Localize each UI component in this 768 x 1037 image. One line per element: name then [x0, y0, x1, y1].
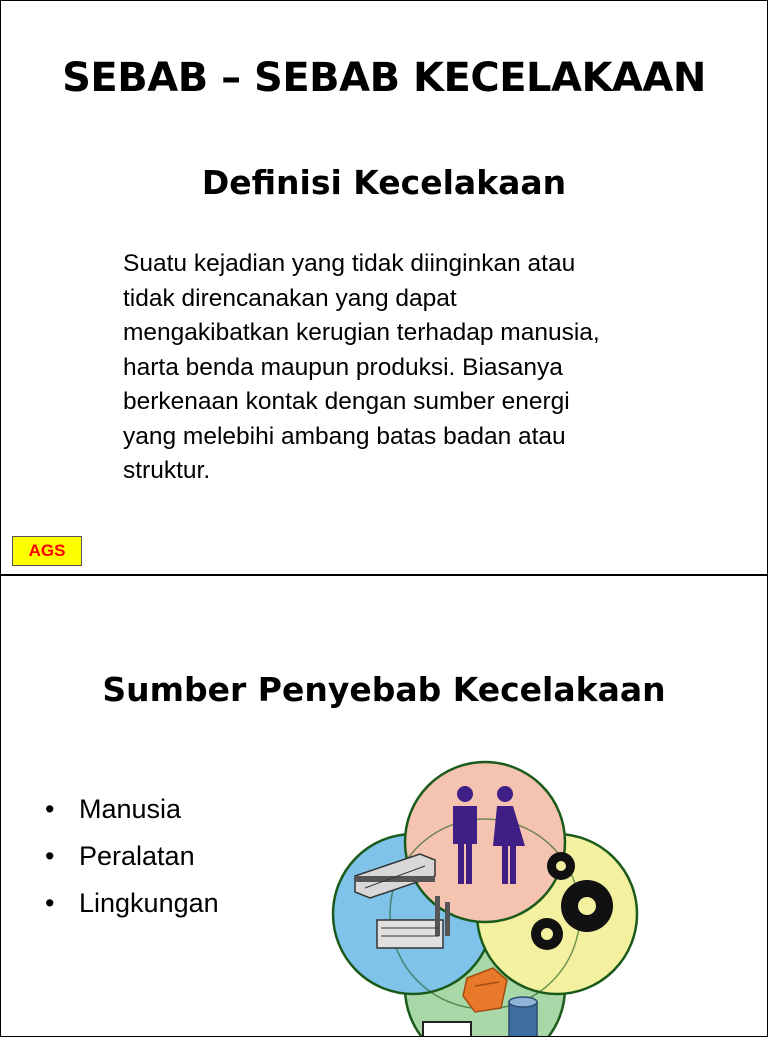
definition-line: yang melebihi ambang batas badan atau	[123, 422, 566, 450]
slide-title: Sumber Penyebab Kecelakaan	[102, 670, 666, 709]
section-heading: Definisi Kecelakaan	[201, 163, 567, 202]
bullet-icon: •	[45, 794, 55, 824]
definition-line: struktur.	[123, 457, 211, 484]
definition-line: Suatu kejadian yang tidak diinginkan atau	[123, 250, 576, 277]
bullet-icon: •	[45, 841, 55, 871]
definition-line: berkenaan kontak dengan sumber energi	[123, 388, 570, 415]
truck-icon	[423, 1022, 471, 1037]
list-item	[45, 833, 219, 880]
definition-line: tidak direncanakan yang dapat	[123, 284, 457, 312]
definition-paragraph	[123, 247, 723, 489]
definition-line: harta benda maupun produksi. Biasanya	[123, 353, 563, 381]
slide-title: SEBAB – SEBAB KECELAKAAN	[62, 55, 706, 101]
list-item-label: Peralatan	[79, 841, 195, 871]
ags-badge: AGS	[12, 536, 82, 566]
bullet-icon: •	[45, 888, 55, 918]
list-item-label: Manusia	[79, 794, 182, 824]
slide-sources	[0, 575, 768, 1037]
accident-sources-diagram	[325, 756, 645, 1037]
list-item	[45, 786, 219, 833]
definition-line: mengakibatkan kerugian terhadap manusia,	[123, 319, 600, 346]
cause-list	[45, 786, 219, 927]
list-item	[45, 880, 219, 927]
cylinder-icon	[509, 997, 537, 1037]
list-item-label: Lingkungan	[79, 888, 219, 918]
circle-top	[405, 762, 565, 922]
